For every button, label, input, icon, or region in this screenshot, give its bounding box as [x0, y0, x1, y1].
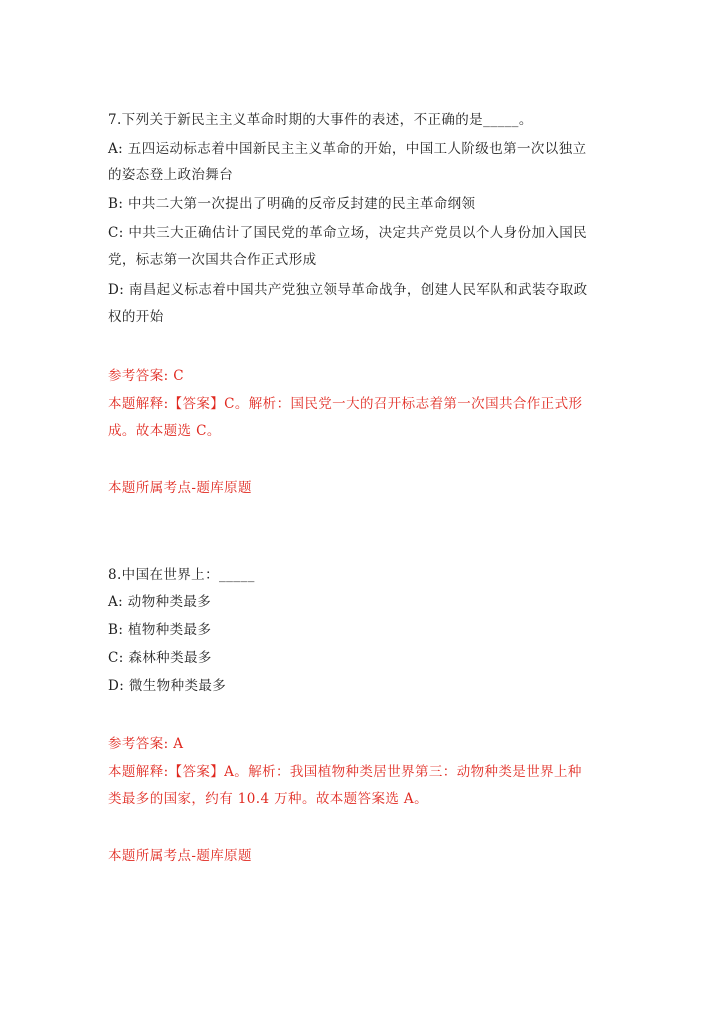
q8-option-a: A: 动物种类最多 — [108, 594, 212, 610]
q7-explanation-line1: 本题解释:【答案】C。解析：国民党一大的召开标志着第一次国共合作正式形 — [108, 396, 583, 412]
q7-option-b: B: 中共二大第一次提出了明确的反帝反封建的民主革命纲领 — [108, 196, 476, 212]
q8-option-c: C: 森林种类最多 — [108, 650, 212, 666]
q7-option-c-line2: 党，标志第一次国共合作正式形成 — [108, 252, 317, 268]
q7-explanation-line2: 成。故本题选 C。 — [108, 423, 221, 439]
q7-answer: 参考答案: C — [108, 368, 184, 384]
q8-stem: 8.中国在世界上：_____ — [108, 567, 255, 583]
q8-option-b: B: 植物种类最多 — [108, 622, 212, 638]
q7-option-d-line1: D: 南昌起义标志着中国共产党独立领导革命战争，创建人民军队和武装夺取政 — [108, 282, 588, 298]
q8-explanation-line2: 类最多的国家，约有 10.4 万种。故本题答案选 A。 — [108, 791, 428, 807]
q7-source: 本题所属考点-题库原题 — [108, 480, 252, 496]
q7-option-c-line1: C: 中共三大正确估计了国民党的革命立场，决定共产党员以个人身份加入国民 — [108, 225, 588, 241]
q7-stem: 7.下列关于新民主主义革命时期的大事件的表述，不正确的是_____。 — [108, 112, 533, 128]
q8-explanation-line1: 本题解释:【答案】A。解析：我国植物种类居世界第三：动物种类是世界上种 — [108, 764, 582, 780]
q8-source: 本题所属考点-题库原题 — [108, 848, 252, 864]
q8-option-d: D: 微生物种类最多 — [108, 678, 227, 694]
q8-answer: 参考答案: A — [108, 736, 184, 752]
q7-option-d-line2: 权的开始 — [108, 309, 164, 325]
q7-option-a-line2: 的姿态登上政治舞台 — [108, 167, 234, 183]
q7-option-a-line1: A: 五四运动标志着中国新民主主义革命的开始，中国工人阶级也第一次以独立 — [108, 141, 587, 157]
